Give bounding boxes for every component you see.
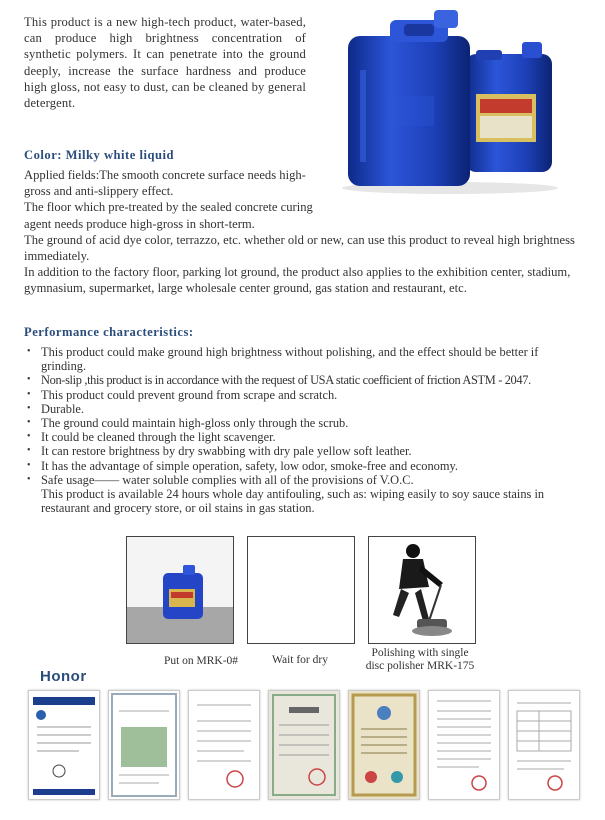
list-item: • This product could prevent ground from scrape and scratch.	[24, 388, 584, 402]
certificate-image	[268, 690, 340, 800]
list-item: • Durable.	[24, 402, 584, 416]
list-item: • It can restore brightness by dry swabbing with dry pale yellow soft leather.	[24, 444, 584, 458]
list-item: • It could be cleaned through the light scavenger.	[24, 430, 584, 444]
applied-line: In addition to the factory floor, parking lot ground, the product also applies to the exhibition center, stadium, gymnasium, supermarket, large wholesale center ground, gas station and restaurant, etc.	[24, 265, 571, 296]
applied-line: Applied fields:The smooth concrete surface needs high-gross and anti-slippery effect.	[24, 168, 306, 199]
intro-paragraph: This product is a new high-tech product, water-based, can produce high brightness concentration of synthetic polymers. It can penetrate into the ground deeply, increase the surface hardness and produce high gloss, not easy to dust, can be cleaned by general detergent.	[24, 15, 306, 111]
list-item: • The ground could maintain high-gloss only through the scrub.	[24, 416, 584, 430]
certificate-image	[428, 690, 500, 800]
polisher-figure	[369, 537, 475, 643]
list-item: • Safe usage—— water soluble complies with all of the provisions of V.O.C.	[24, 473, 584, 487]
step-photo-polish	[368, 536, 476, 644]
step-photo-apply	[126, 536, 234, 644]
performance-heading: Performance characteristics:	[24, 325, 194, 339]
step-caption: Wait for dry	[272, 654, 328, 666]
list-item: • It has the advantage of simple operation, safety, low odor, smoke-free and economy.	[24, 459, 584, 473]
applied-line: The floor which pre-treated by the sealed concrete curing agent needs produce high-gross in short-term.	[24, 200, 313, 231]
certificate-image	[188, 690, 260, 800]
list-item: • This product could make ground high brightness without polishing, and the effect should be better if grinding.	[24, 345, 584, 373]
list-item: This product is available 24 hours whole day antifouling, such as: wiping easily to soy sauce stains in restaurant and grocery store, or oil stains in gas station.	[41, 487, 545, 516]
applied-line: The ground of acid dye color, terrazzo, etc. whether old or new, can use this product to reveal high brightness immediately.	[24, 232, 575, 264]
step-photo-dry	[247, 536, 355, 644]
performance-list	[24, 345, 584, 515]
step-caption-line: disc polisher MRK-175	[365, 660, 475, 672]
certificate-image	[348, 690, 420, 800]
certificate-image	[28, 690, 100, 800]
certificate-image	[508, 690, 580, 800]
large-container	[348, 10, 470, 186]
applied-fields	[24, 167, 584, 297]
step-caption	[350, 647, 490, 673]
step-caption: Put on MRK-0#	[163, 655, 239, 667]
certificate-image	[108, 690, 180, 800]
list-item: • Non-slip ,this product is in accordance with the request of USA static coefficient of friction ASTM - 2047.	[24, 373, 584, 387]
color-heading: Color: Milky white liquid	[24, 148, 174, 162]
step-caption-line: Polishing with single	[371, 647, 469, 659]
small-container	[466, 42, 552, 172]
honor-heading: Honor	[40, 668, 87, 685]
